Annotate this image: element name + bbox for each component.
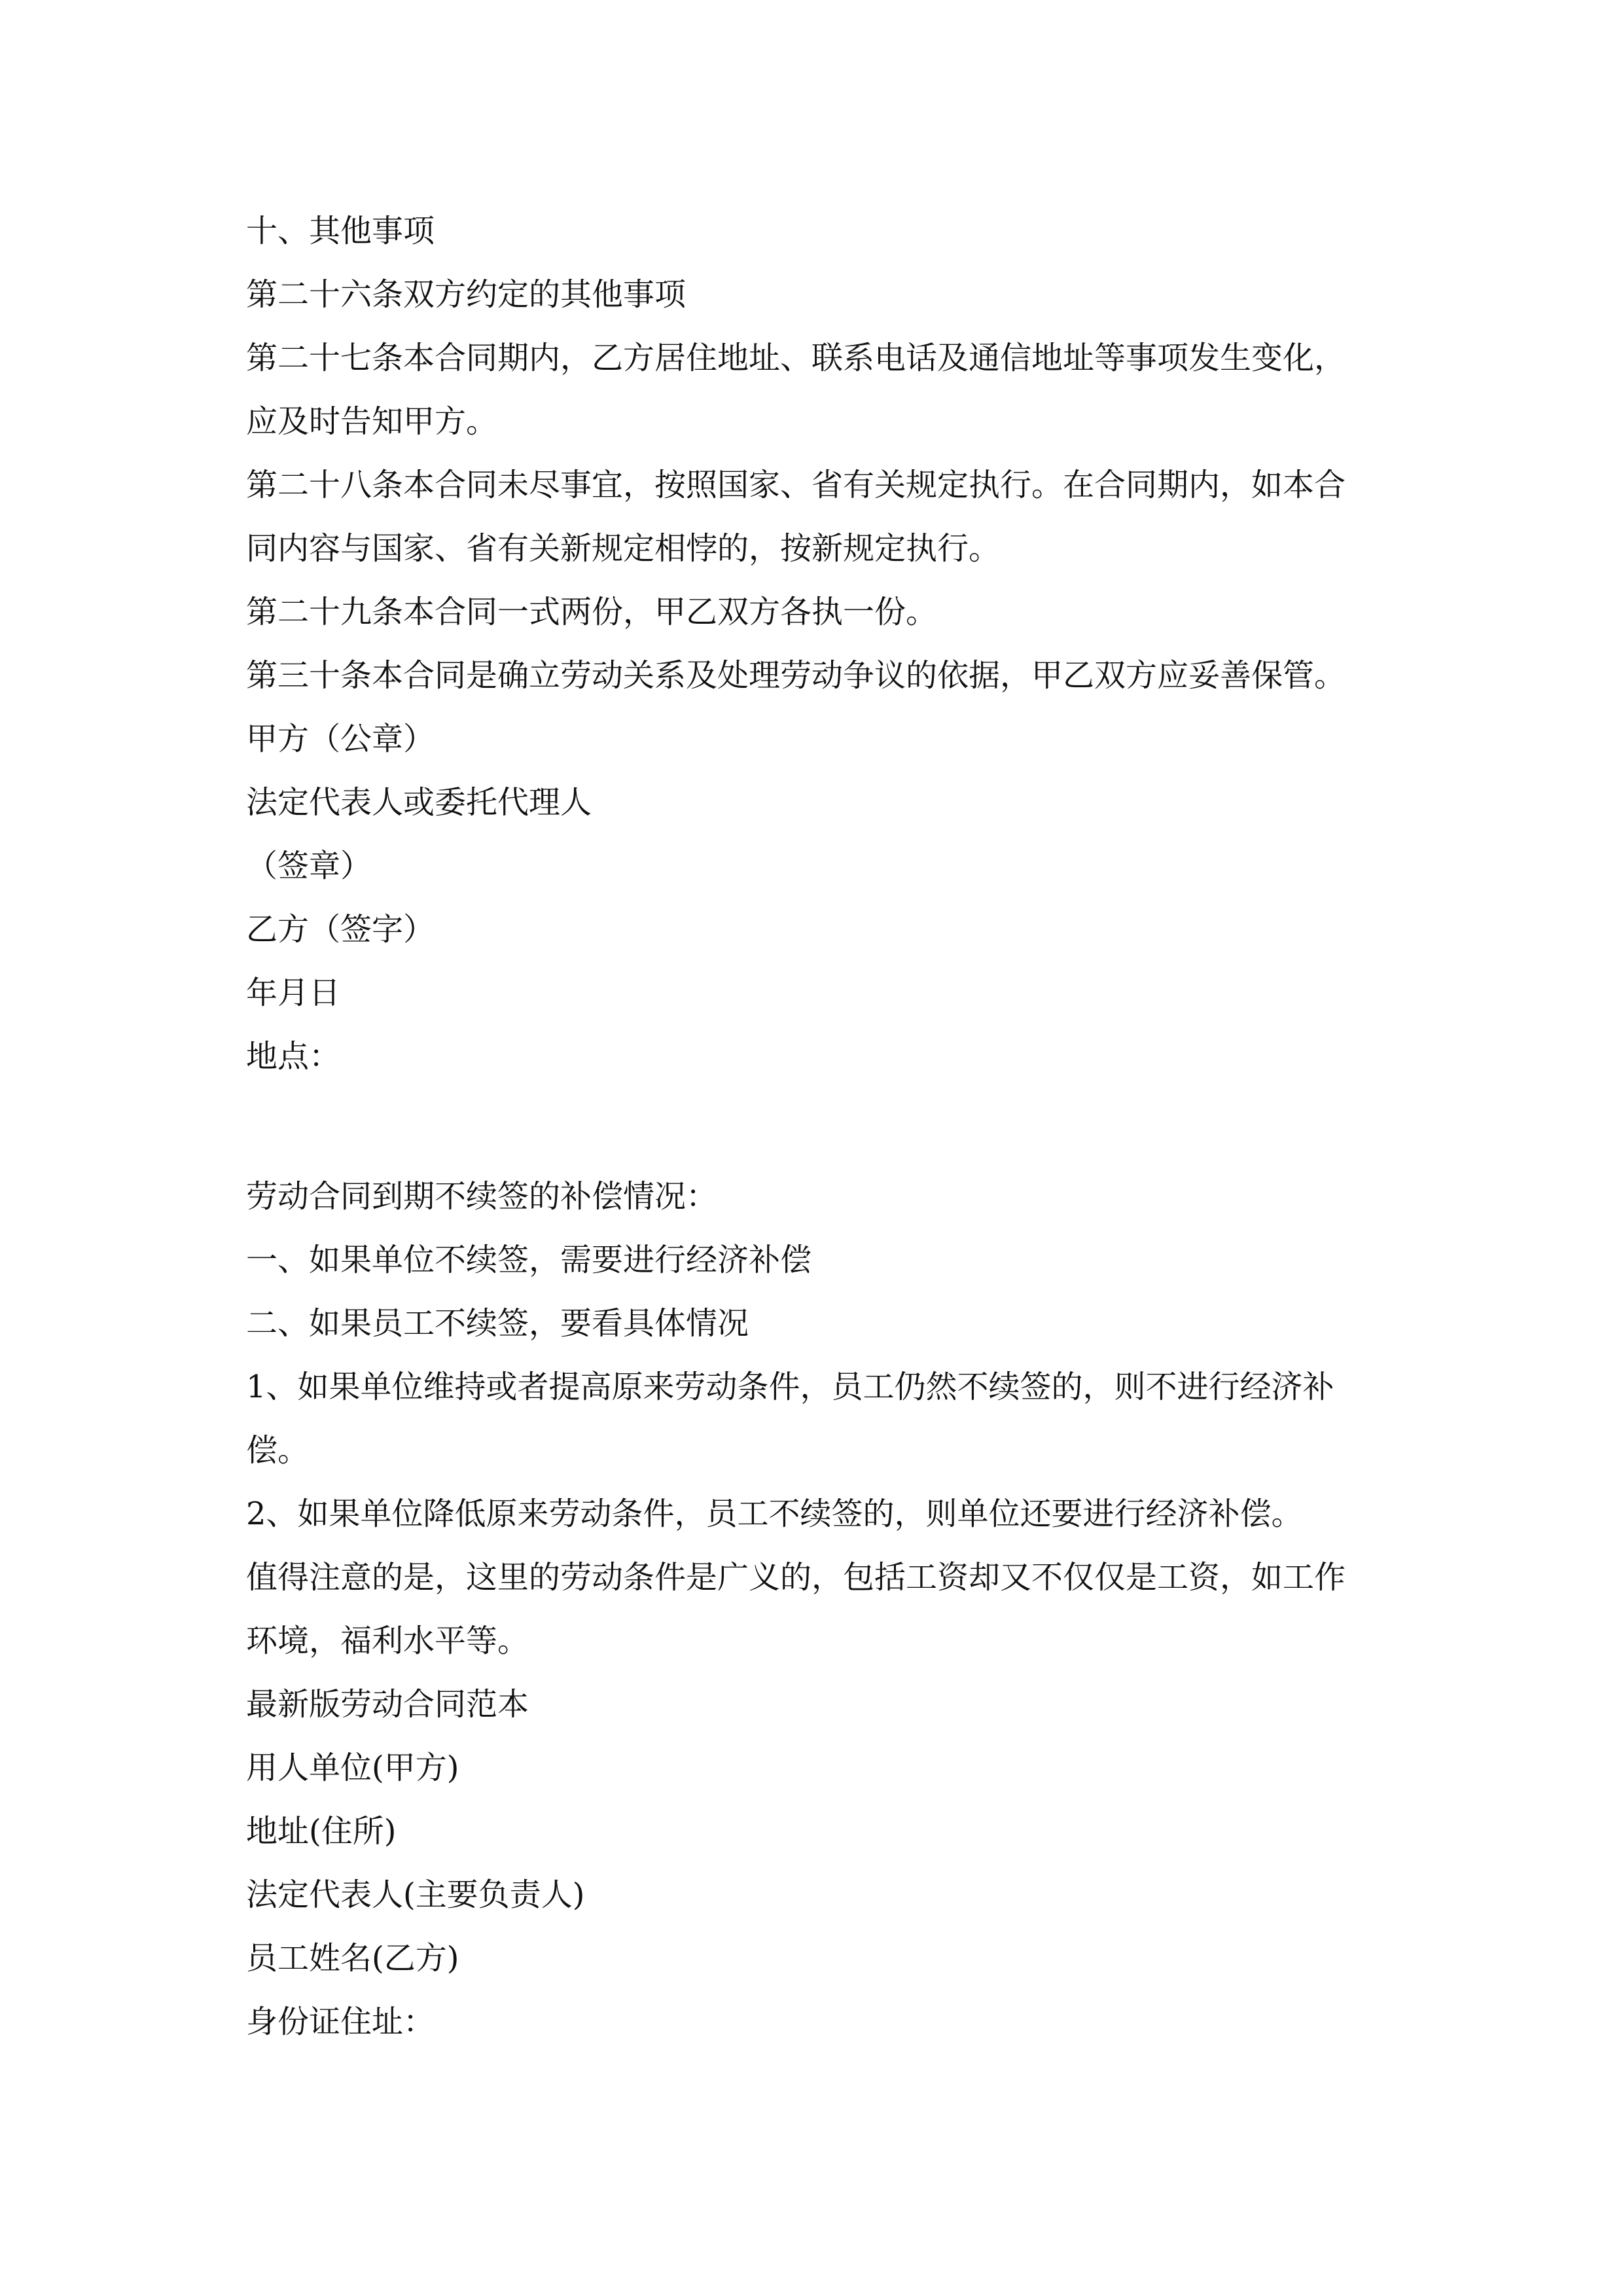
article-26: 第二十六条双方约定的其他事项 <box>246 276 687 313</box>
date-line: 年月日 <box>246 975 341 1011</box>
article-27-line-2: 应及时告知甲方。 <box>246 403 498 440</box>
template-title: 最新版劳动合同范本 <box>246 1686 529 1723</box>
location-line: 地点： <box>246 1038 341 1075</box>
case-2: 2、如果单位降低原来劳动条件，员工不续签的，则单位还要进行经济补偿。 <box>246 1496 1303 1532</box>
party-a-seal: 甲方（公章） <box>246 721 435 757</box>
section-heading: 十、其他事项 <box>246 213 435 249</box>
non-renewal-compensation-section <box>246 1165 1398 2054</box>
contract-other-matters-section <box>246 200 1398 1088</box>
article-29: 第二十九条本合同一式两份，甲乙双方各执一份。 <box>246 594 938 630</box>
employee-non-renewal: 二、如果员工不续签，要看具体情况 <box>246 1305 749 1342</box>
article-27-line-1: 第二十七条本合同期内，乙方居住地址、联系电话及通信地址等事项发生变化， <box>246 340 1346 376</box>
case-1-line-1: 1、如果单位维持或者提高原来劳动条件，员工仍然不续签的，则不进行经济补 <box>246 1369 1334 1405</box>
note-line-2: 环境，福利水平等。 <box>246 1623 529 1659</box>
signature-seal: （签章） <box>246 848 372 884</box>
legal-representative: 法定代表人或委托代理人 <box>246 784 592 821</box>
case-1-line-2: 偿。 <box>246 1432 310 1469</box>
address-field: 地址(住所) <box>246 1813 397 1850</box>
article-28-line-2: 同内容与国家、省有关新规定相悖的，按新规定执行。 <box>246 530 1001 567</box>
employee-name-field: 员工姓名(乙方) <box>246 1940 459 1977</box>
employer-field: 用人单位(甲方) <box>246 1749 459 1786</box>
party-b-signature: 乙方（签字） <box>246 911 435 948</box>
article-30: 第三十条本合同是确立劳动关系及处理劳动争议的依据，甲乙双方应妥善保管。 <box>246 657 1346 694</box>
article-28-line-1: 第二十八条本合同未尽事宜，按照国家、省有关规定执行。在合同期内，如本合 <box>246 467 1346 503</box>
employer-non-renewal: 一、如果单位不续签，需要进行经济补偿 <box>246 1242 812 1278</box>
id-address-field: 身份证住址： <box>246 2003 435 2040</box>
legal-rep-field: 法定代表人(主要负责人) <box>246 1876 585 1913</box>
note-line-1: 值得注意的是，这里的劳动条件是广义的，包括工资却又不仅仅是工资，如工作 <box>246 1559 1346 1596</box>
compensation-heading: 劳动合同到期不续签的补偿情况： <box>246 1178 718 1215</box>
